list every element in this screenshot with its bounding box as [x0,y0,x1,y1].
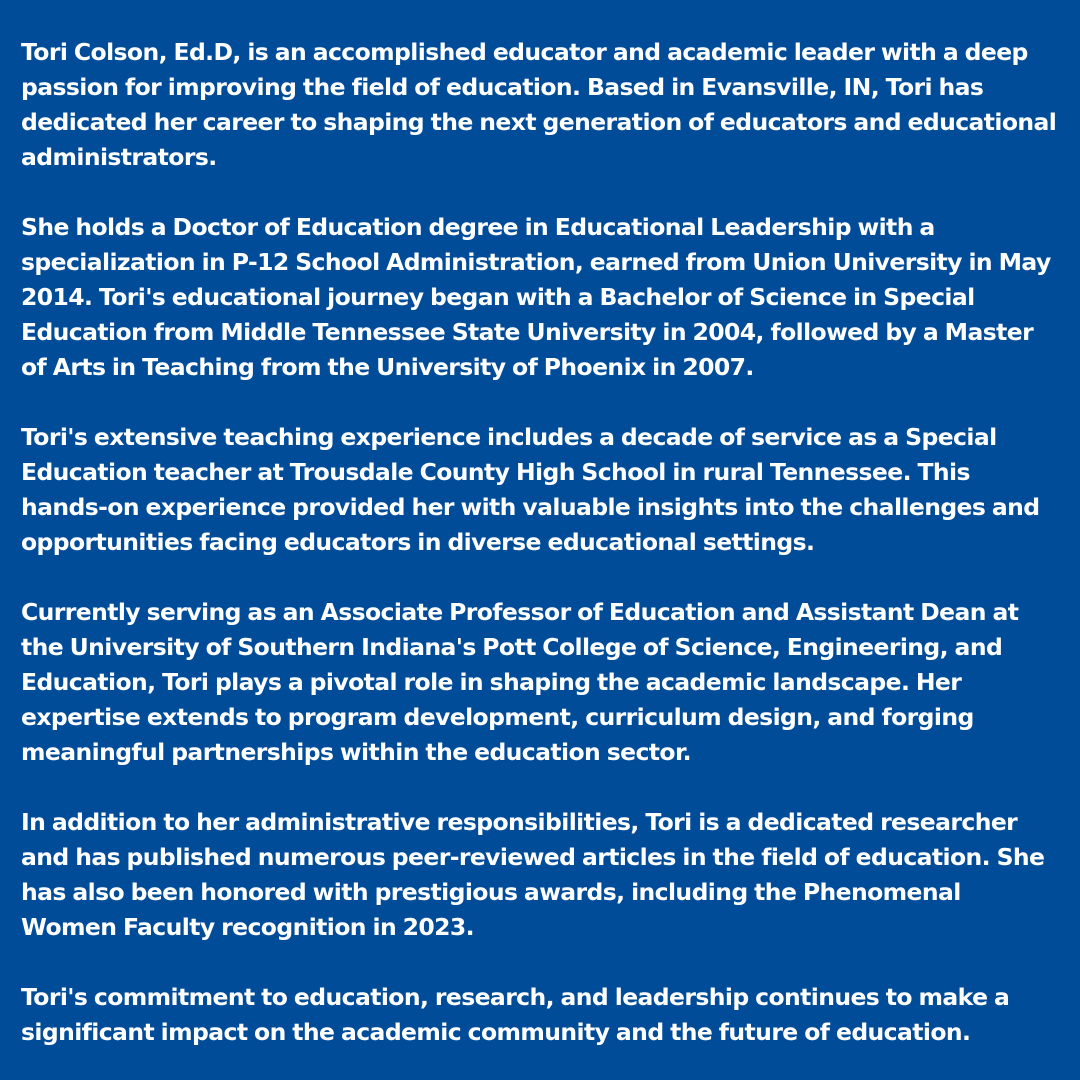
bio-paragraph-teaching-experience: Tori's extensive teaching experience includes a decade of service as a Special Education teacher at Trousdale County High School in rural Tennessee. This hands-on experience provided her with valuable insights into the challenges and opportunities facing educators in diverse educational settings. [21,423,1040,556]
bio-paragraph-education: She holds a Doctor of Education degree in Educational Leadership with a specialization in P-12 School Administration, earned from Union University in May 2014. Tori's educational journey began with a Bachelor of Science in Special Education from Middle Tennessee State University in 2004, followed by a Master of Arts in Teaching from the University of Phoenix in 2007. [21,213,1051,381]
bio-paragraph-intro: Tori Colson, Ed.D, is an accomplished educator and academic leader with a deep passion for improving the field of education. Based in Evansville, IN, Tori has dedicated her career to shaping the next generation of educators and educational administrators. [21,38,1057,171]
bio-paragraph-current-role: Currently serving as an Associate Professor of Education and Assistant Dean at the University of Southern Indiana's Pott College of Science, Engineering, and Education, Tori plays a pivotal role in shaping the academic landscape. Her expertise extends to program development, curriculum design, and forging meaningful partnerships within the education sector. [21,598,1019,766]
bio-paragraph-closing: Tori's commitment to education, research, and leadership continues to make a significant impact on the academic community and the future of education. [21,983,1010,1046]
bio-paragraph-research-awards: In addition to her administrative responsibilities, Tori is a dedicated researcher and has published numerous peer-reviewed articles in the field of education. She has also been honored with prestigious awards, including the Phenomenal Women Faculty recognition in 2023. [21,808,1045,941]
